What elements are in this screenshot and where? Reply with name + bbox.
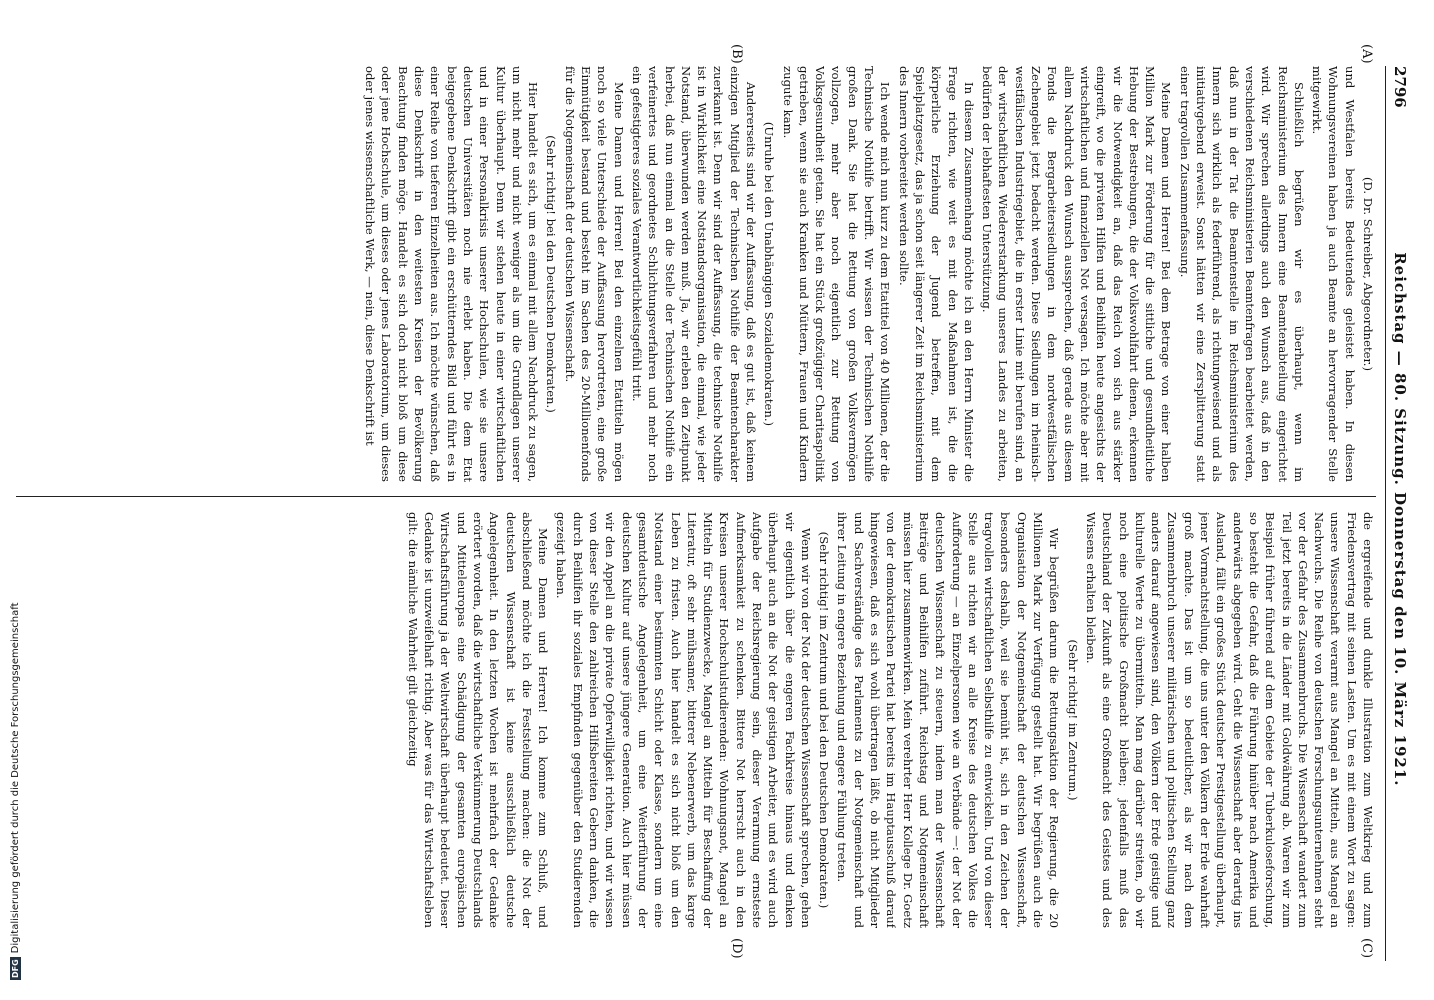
paragraph: Meine Damen und Herren! Bei den einzelnen Etattiteln mögen noch so viele Unterschiede der Auffassung hervortreten, eine große Einmütigkeit bestand und besteht im Sachen des 20-Millionenfonds für die Notgemeinschaft der deutschen Wissenschaft. [562, 66, 626, 482]
interjection: (Unruhe bei den Unabhängigen Sozialdemokraten.) [762, 121, 777, 427]
margin-letter-d: (D) [729, 938, 744, 959]
interjection: (Sehr richtig! im Zentrum und bei den Deutschen Demokraten.) [817, 531, 832, 909]
digitization-credit [10, 602, 21, 980]
credit-text: Digitalisierung gefördert durch die Deutsche Forschungsgemeinschaft [10, 602, 21, 954]
paragraph: Wenn wir von der Not der deutschen Wissenschaft sprechen, gehen wir eigentlich über die engeren Fachkreise hinaus und denken überhaupt auch an die Not der geistigen Arbeiter, und es wird auch Aufgabe der Reichsregierung sein, dieser Verarmung ernsteste Aufmerksamkeit zu schenken. Bittere Not herrscht auch in den Kreisen unserer Hochschulstudierenden: Wohnungsnot, Mangel an Mitteln für Studienzwecke, Mangel an Mitteln für Beschaffung der Literatur, oft sehr mühsamer, bitterer Nebenerwerb, um das karge Leben zu fristen. Auch hier handelt es sich nicht bloß um den Notstand einer bestimmten Schicht oder Klasse, sondern um eine gesamtdeutsche Angelegenheit, um eine Weiterführung der deutschen Kultur auf unsere jüngere Generation. Auch hier müssen wir den Appell an die private Opferwilligkeit richten, und wir wissen von dieser Stelle den zahlreichen Hilfsbereiten Gebern danken, die durch Beihilfen ihr soziales Empfinden gegenüber den Studierenden gezeigt haben. [554, 512, 813, 928]
left-column [16, 66, 1376, 482]
paragraph: Ich wende mich nun kurz zu dem Etattitel von 40 Millionen, der die Technische Nothilfe betrifft. Wir wissen der Technischen Nothilfe großen Dank. Sie hat die Rettung von großen Volksvermögen vollzogen, mehr aber noch eigentlich zur Rettung von Volksgesundheit getan. Sie hat ein Stück großzügiger Charitaspolitik getrieben, wenn sie auch Kranken und Müttern, Frauen und Kindern zugute kam. [780, 66, 893, 482]
paragraph: Meine Damen und Herren! Bei dem Betrage von einer halben Million Mark zur Förderung für die sittliche und gesundheitliche Hebung der Bestrebungen, die der Volkswohlfahrt dienen, erkennen wir die Notwendigkeit an, daß das Reich von sich aus stärker eingreift, wo die privaten Hilfen und Beihilfen heute angesichts der wirtschaftlichen und finanziellen Not versagen. Ich möchte aber mit allem Nachdruck den Wunsch aussprechen, daß gerade aus diesem Fonds die Bergarbeitersiedlungen in dem nordwestfälischen Zechengebiet jetzt bedacht werden. Diese Siedlungen im rheinisch-westfälischen Industriegebiet, die in erster Linie mit berufen sind, an der wirtschaftlichen Wiedererstarkung unseres Landes zu arbeiten, bedürfen der lebhaftesten Unterstützung. [980, 66, 1174, 482]
interjection: (Sehr richtig! im Zentrum.) [1065, 639, 1080, 801]
margin-letter-b: (B) [729, 44, 744, 64]
page-title: Reichstag — 80. Sitzung. Donnerstag den 10. März 1921. [1391, 252, 1409, 787]
paragraph: und Westfalen bereits Bedeutendes geleistet haben. In diesen Wohnungsvereinen haben ja auch Beamte an hervorragender Stelle mitgewirkt. [1310, 66, 1357, 482]
paragraph: Andererseits sind wir der Auffassung, daß es gut ist, daß keinem einzigen Mitglied der Technischen Nothilfe der Beamtencharakter zuerkannt ist. Denn wir sind der Auffassung, die technische Nothilfe ist in Wirklichkeit eine Notstandsorganisation, die einmal, wie jeder Notstand, überwunden werden muß. Ja, wir erleben den Zeitpunkt herbei, daß nun einmal an die Stelle der Technischen Nothilfe ein verfeinertes und geordnetes Schlichtungsverfahren und mehr noch ein gefestigteres soziales Verantwortlichkeitsgefühl tritt. [629, 66, 759, 482]
page-header [1385, 66, 1412, 961]
speaker-line: (D. Dr. Schreiber, Abgeordneter.) [1361, 177, 1375, 371]
paragraph: Meine Damen und Herren! Ich komme zum Schluß, und abschließend möchte ich die Feststellung machen: die Not der deutschen Wissenschaft ist keine ausschließlich deutsche Angelegenheit. In den letzten Wochen ist mehrfach der Gedanke erörtert worden, daß die wirtschaftliche Verkümmerung Deutschlands und Mitteleuropas eine Schädigung der gesamten europäischen Wirtschaftsführung ja der Weltwirtschaft überhaupt bedeutet. Dieser Gedanke ist unzweifelhaft richtig. Aber was für das Wirtschaftsleben gilt: die nämliche Wahrheit gilt gleichzeitig [405, 512, 551, 928]
margin-letter-c: (C) [1359, 938, 1374, 959]
paragraph: Schließlich begrüßen wir es überhaupt, wenn im Reichsministerium des Innern eine Beamtenabteilung eingerichtet wird. Wir sprechen allerdings auch den Wunsch aus, daß in den verschiedenen Reichsministerien Beamtenfragen bearbeitet werden, daß nun in der Tat die Beamtenstelle im Reichsministerium des Innern sich wirklich als federführend, als richtungweisend und als initiativgebend erweist. Sonst hätten wir eine Zersplitterung statt einer tragvollen Zusammenfassung. [1177, 66, 1306, 482]
paragraph: Hier handelt es sich, um es einmal mit allem Nachdruck zu sagen, um nicht mehr und nicht weniger als um die Grundlagen unserer Kultur überhaupt. Denn wir stehen heute in einer wirtschaftlichen und in einer Personalkrisis unserer Hochschulen, wie sie unsere deutschen Universitäten noch nie erlebt haben. Die dem Etat beigegebene Denkschrift gibt ein erschütterndes Bild und führt es in einer Reihe von tieferen Einzelheiten aus. Ich möchte wünschen, daß diese Denkschrift in den weitesten Kreisen der Bevölkerung Beachtung finden möge. Handelt es sich doch nicht bloß um diese oder jene Hochschule, um dieses oder jenes Laboratorium, um dieses oder jenes wissenschaftliche Werk, — nein, diese Denkschrift ist [363, 66, 541, 482]
page-number: 2796 [1391, 66, 1409, 108]
paragraph: die ergreifende und dunkle Illustration zum Weltkrieg und zum Friedensvertrag mit seinen Lasten. Um es mit einem Wort zu sagen: unsere Wissenschaft verarmt aus Mangel an Mitteln, aus Mangel an Nachwuchs. Die Reihe von deutschen Forschungsunternehmen steht vor der Gefahr des Zusammenbruchs. Die Wissenschaft wandert zum Teil jetzt bereits in die Länder mit Goldwährung ab. Waren wir zum Beispiel früher führend auf dem Gebiete der Tuberkuloseforschung, so besteht die Gefahr, daß die Führung hinüber nach Amerika und anderwärts abgegeben wird. Geht die Wissenschaft aber derartig ins Ausland, fällt ein großes Stück deutscher Prestigestellung überhaupt, jener Vormachtstellung, die uns unter den Völkern der Erde wahrhaft groß machte. Das ist um so bedeutlicher, als wir nach dem Zusammenbruch unserer militärischen und politischen Stellung ganz anders darauf angewiesen sind, den Völkern der Erde geistige und kulturelle Werte zu übermitteln. Man mag darüber streiten, ob wir noch eine politische Großmacht bleiben; jedenfalls muß das Deutschland der Zukunft als eine Großmacht des Geistes und des Wissens erhalten bleiben. [1083, 512, 1375, 928]
margin-letter-a: (A) [1359, 44, 1374, 64]
paragraph: In diesem Zusammenhang möchte ich an den Herrn Minister die Frage richten, wie weit es mit den Maßnahmen ist, die die körperliche Erziehung der Jugend betreffen, mit dem Spielplatzgesetz, das ja schon seit längerer Zeit im Reichsministerium des Innern vorbereitet werden sollte. [896, 66, 976, 482]
column-divider [16, 496, 1376, 497]
right-column [16, 512, 1376, 928]
dfg-logo-icon: DFG [11, 959, 20, 978]
interjection: (Sehr richtig! bei den Deutschen Demokraten.) [544, 135, 559, 413]
paragraph: Wir begrüßen darum die Rettungsaktion der Regierung, die 20 Millionen Mark zur Verfügung gestellt hat. Wir begrüßen auch die Organisation der Notgemeinschaft der deutschen Wissenschaft, besonders deshalb, weil sie bemüht ist, sich in den Zeichen der tragvollen wirtschaftlichen Selbsthilfe zu entwickeln. Und von dieser Stelle aus richten wir an alle Kreise des deutschen Volkes die Aufforderung — an Einzelpersonen wie an Verbände —: der Not der deutschen Wissenschaft zu steuern, indem man der Wissenschaft Beiträge und Beihilfen zuführt. Reichstag und Notgemeinschaft müssen hier zusammenwirken. Mein verehrter Herr Kollege Dr. Goetz von der demokratischen Partei hat bereits im Hauptausschuß darauf hingewiesen, daß es sich wohl übertragen läßt, ob nicht Mitglieder und Sachverständige des Parlaments zu der Notgemeinschaft und ihrer Leitung in engere Beziehung und engere Fühlung treten. [835, 512, 1062, 928]
